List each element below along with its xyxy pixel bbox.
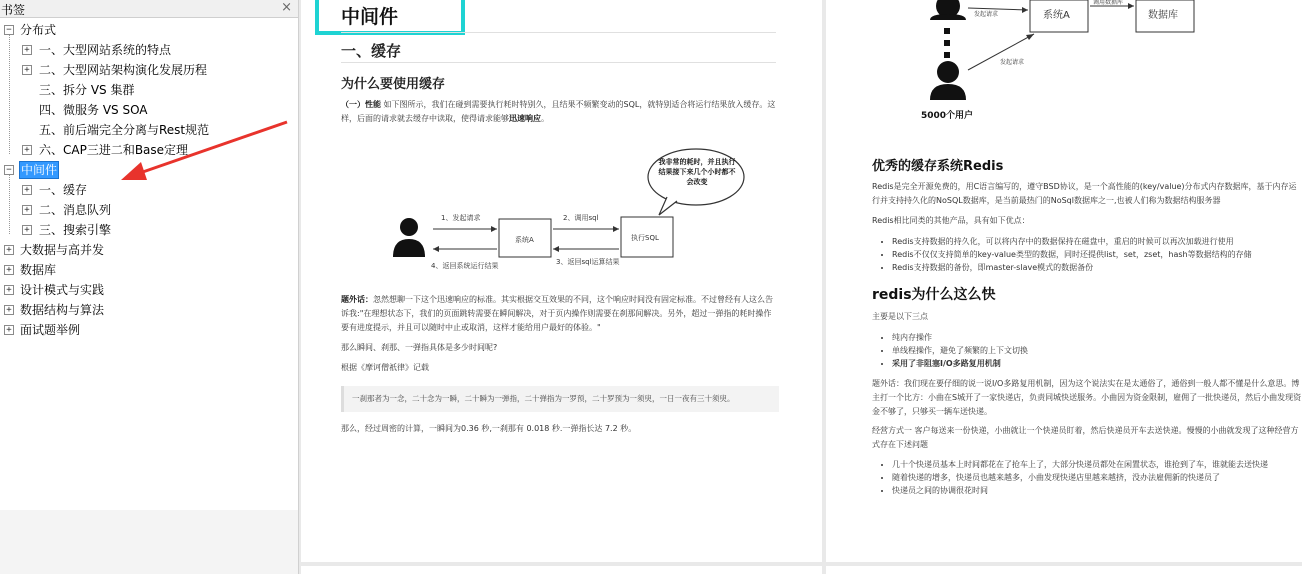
bookmark-panel <box>0 0 299 574</box>
expand-icon[interactable] <box>22 45 32 55</box>
request-label-2: 发起请求 <box>1000 59 1025 66</box>
expand-icon[interactable] <box>4 285 14 295</box>
expand-icon[interactable] <box>22 205 32 215</box>
intro-bold: 迅速响应 <box>509 114 541 123</box>
list-item: • 快递员之间的协调很花时间 <box>892 484 1302 497</box>
subsection-heading: 为什么要使用缓存 <box>341 77 446 92</box>
list-item: • Redis支持数据的备份，即master-slave模式的数据备份 <box>892 261 1302 274</box>
mode-problems-list <box>872 458 1302 497</box>
expand-icon[interactable] <box>4 325 14 335</box>
bookmark-label[interactable]: 数据结构与算法 <box>20 303 105 317</box>
system-label: 系统A <box>515 236 534 244</box>
bookmark-label[interactable]: 三、搜索引擎 <box>39 223 112 237</box>
bookmark-label[interactable]: 四、微服务 VS SOA <box>39 103 148 117</box>
question-paragraph: 那么瞬间、刹那、一弹指具体是多少时间呢? <box>341 343 498 352</box>
expand-icon[interactable] <box>22 185 32 195</box>
list-item: • 采用了非阻塞I/O多路复用机制 <box>892 357 1302 370</box>
users-db-diagram <box>886 0 1206 130</box>
tree-guide-line <box>9 34 10 154</box>
bookmark-panel-header <box>0 0 298 18</box>
expand-icon[interactable] <box>22 65 32 75</box>
redis-fast-heading: redis为什么这么快 <box>872 287 996 303</box>
bookmark-label[interactable]: 数据库 <box>20 263 57 277</box>
list-item: • 纯内存操作 <box>892 331 1302 344</box>
section-heading: 一、缓存 <box>341 42 402 60</box>
aside-paragraph <box>341 293 776 335</box>
bookmark-panel-title: 书签 <box>1 3 26 17</box>
step-3-label: 3、返回sql运算结果 <box>556 258 620 266</box>
annotation-arrow-icon <box>115 118 295 188</box>
users-count-label: 5000个用户 <box>921 111 974 121</box>
bookmark-label[interactable]: 设计模式与实践 <box>20 283 105 297</box>
list-item: • 随着快递的增多，快递员也越来越多，小曲发现快递店里越来越挤，没办法雇佣新的快递员了 <box>892 471 1302 484</box>
bookmark-label[interactable]: 三、拆分 VS 集群 <box>39 83 135 97</box>
intro-paragraph <box>341 98 776 126</box>
aside-text: 忽然想聊一下这个迅速响应的标准。其实根据交互效果的不同，这个响应时间没有固定标准。不过曾经有人这么告诉我:"在理想状态下，我们的页面跳转需要在瞬间解决，对于页内操作则需要在刹那间解决。另外，超过一弹指的耗时操作要有进度提示，并且可以随时中止或取消，这样才能给用户最好的体验。" <box>341 295 773 332</box>
bookmark-label[interactable]: 二、大型网站架构演化发展历程 <box>39 63 208 77</box>
cache-flow-diagram <box>381 145 761 280</box>
expand-icon[interactable] <box>4 265 14 275</box>
conclusion-paragraph: 那么，经过周密的计算，一瞬间为0.36 秒,一刹那有 0.018 秒.一弹指长达 7.2 秒。 <box>341 424 637 433</box>
list-item: • 几十个快递员基本上时间都花在了抢车上了，大部分快递员都处在闲置状态，谁抢到了车，谁就能去送快递 <box>892 458 1302 471</box>
bookmark-label[interactable]: 一、缓存 <box>39 183 88 197</box>
expand-icon[interactable] <box>22 145 32 155</box>
bookmark-label[interactable]: 大数据与高并发 <box>20 243 105 257</box>
expand-icon[interactable] <box>22 225 32 235</box>
page-title: 中间件 <box>341 6 399 28</box>
mode-paragraph: 经营方式一 客户每送来一份快递，小曲就让一个快递员盯着，然后快递员开车去送快递。慢慢的小曲就发现了这种经营方式存在下述问题 <box>872 426 1299 449</box>
bookmark-label[interactable]: 五、前后端完全分离与Rest规范 <box>39 123 210 137</box>
next-page-edge <box>826 566 1302 574</box>
redis-compare: Redis相比同类的其他产品，具有如下优点： <box>872 216 1030 225</box>
close-icon[interactable]: × <box>281 0 292 15</box>
step-4-label: 4、返回系统运行结果 <box>431 262 499 270</box>
bookmark-label[interactable]: 六、CAP三进二和Base定理 <box>39 143 189 157</box>
system-label: 系统A <box>1043 10 1070 21</box>
list-item: • Redis不仅仅支持简单的key-value类型的数据，同时还提供list，set，zset，hash等数据结构的存储 <box>892 248 1302 261</box>
collapse-icon[interactable] <box>4 165 14 175</box>
step-1-label: 1、发起请求 <box>441 214 481 222</box>
intro-lead: （一）性能 <box>341 100 381 109</box>
tree-guide-line <box>9 174 10 234</box>
intro-end: 。 <box>541 114 549 123</box>
user-icon <box>400 218 418 236</box>
redis-advantages-list <box>872 235 1302 274</box>
collapse-icon[interactable] <box>4 25 14 35</box>
database-label: 数据库 <box>1148 10 1178 21</box>
bookmark-label[interactable]: 面试题举例 <box>20 323 81 337</box>
next-page-edge <box>301 566 822 574</box>
expand-icon[interactable] <box>4 305 14 315</box>
step-2-label: 2、调用sql <box>563 214 599 222</box>
fast-intro: 主要是以下三点 <box>872 312 928 321</box>
db-call-label: 调用数据库 <box>1093 0 1124 6</box>
source-paragraph: 根据《摩诃僧祇律》记载 <box>341 363 429 372</box>
intro-text: 如下图所示，我们在碰到需要执行耗时特别久，且结果不频繁变动的SQL，就特别适合将运行结果放入缓存。这样，后面的请求就去缓存中读取，使得请求能够 <box>341 100 776 123</box>
fast-reasons-list <box>872 331 1302 370</box>
aside-lead: 题外话： <box>341 295 373 304</box>
sql-label: 执行SQL <box>631 234 659 242</box>
io-aside: 题外话：我们现在要仔细的说一说I/O多路复用机制，因为这个说法实在是太通俗了，通俗到一般人都不懂是什么意思。博主打一个比方：小曲在S城开了一家快递店，负责同城快送服务。小曲因为资金限制，雇佣了一批快递员，然后小曲发现资金不够了，只够买一辆车送快递。 <box>872 379 1302 416</box>
list-item: • 单线程操作，避免了频繁的上下文切换 <box>892 344 1302 357</box>
redis-intro: Redis是完全开源免费的，用C语言编写的，遵守BSD协议，是一个高性能的(key/value)分布式内存数据库，基于内存运行并支持持久化的NoSQL数据库，是当前最热门的NoSql数据库之一,也被人们称为数据结构服务器 <box>872 182 1297 205</box>
user-icon <box>937 61 959 83</box>
document-page-1 <box>301 0 822 562</box>
bookmark-label[interactable]: 中间件 <box>21 163 58 177</box>
bubble-text: 我非常的耗时，并且执行结果接下来几个小时都不会改变 <box>658 158 736 186</box>
request-label-1: 发起请求 <box>974 11 999 18</box>
user-icon-body <box>393 239 425 257</box>
redis-heading: 优秀的缓存系统Redis <box>872 159 1004 174</box>
document-page-2 <box>826 0 1302 562</box>
divider <box>341 32 776 33</box>
list-item: • Redis支持数据的持久化，可以将内存中的数据保持在磁盘中，重启的时候可以再次加载进行使用 <box>892 235 1302 248</box>
blockquote: 一刹那者为一念，二十念为一瞬，二十瞬为一弹指，二十弹指为一罗预，二十罗预为一须臾，一日一夜有三十须臾。 <box>341 386 779 412</box>
bookmark-label[interactable]: 一、大型网站系统的特点 <box>39 43 172 57</box>
divider <box>341 62 776 63</box>
panel-footer <box>0 510 298 574</box>
expand-icon[interactable] <box>4 245 14 255</box>
bookmark-label[interactable]: 分布式 <box>20 23 57 37</box>
bookmark-label[interactable]: 二、消息队列 <box>39 203 112 217</box>
